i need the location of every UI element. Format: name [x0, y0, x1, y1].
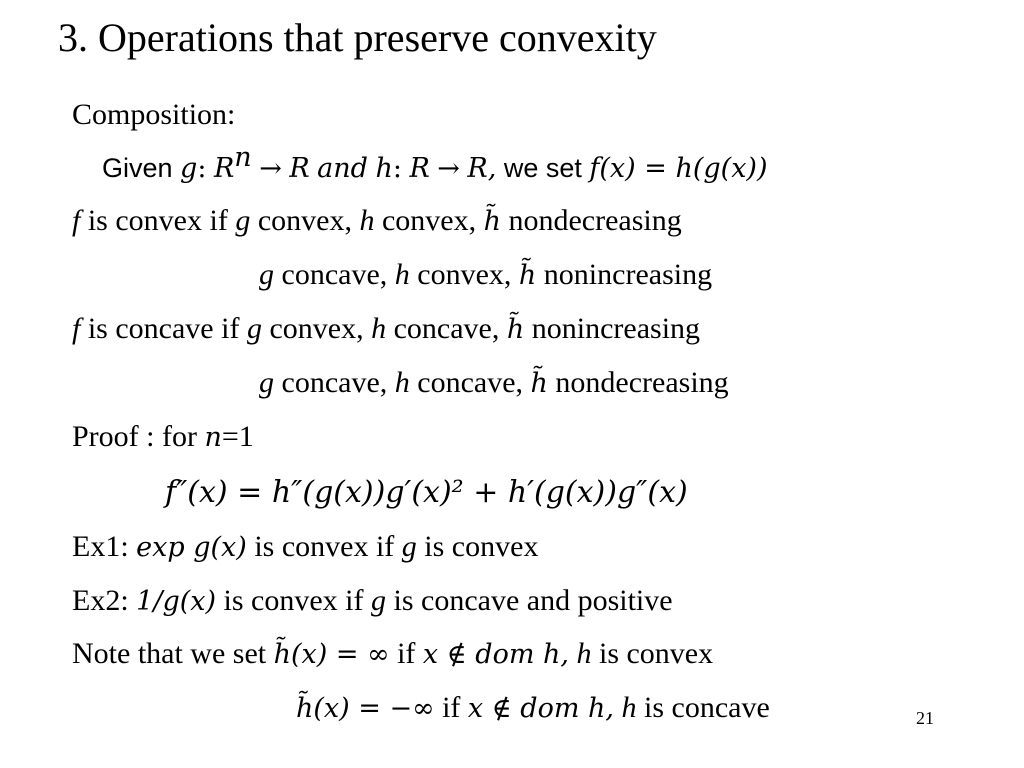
ex2-rest-b: is concave and positive — [393, 584, 673, 617]
rule-3-lead: is concave if — [87, 312, 240, 345]
example-2 — [72, 583, 673, 620]
rule-1-lead: is convex if — [87, 204, 228, 237]
rule-2-mono: nonincreasing — [543, 258, 713, 291]
rule-2 — [259, 257, 712, 294]
rule-3-h: h — [371, 312, 387, 345]
given-g: g — [180, 153, 198, 184]
note1-expr: h̃(x) = ∞ — [273, 639, 390, 670]
given-R3: R, — [467, 153, 497, 184]
rule-1-f: f — [72, 204, 81, 237]
note2-h: h — [621, 691, 637, 724]
rule-3-mono: nonincreasing — [531, 312, 701, 345]
ex1-label: Ex1: — [72, 530, 129, 563]
rule-1-gtxt: convex, — [257, 204, 352, 237]
proof-eq: =1 — [221, 420, 254, 453]
given-equation: f(x) = h(g(x)) — [589, 153, 768, 184]
ex2-rest-a: is convex if — [223, 584, 364, 617]
example-1 — [72, 529, 538, 566]
note1-if: if — [397, 637, 416, 670]
note1-lead: Note that we set — [72, 637, 267, 670]
rule-1-htilde: h̃ — [483, 206, 501, 237]
given-and: and — [317, 153, 368, 184]
rule-1-htxt: convex, — [381, 204, 477, 237]
note2-cond: x ∉ dom h, — [467, 693, 614, 724]
proof-label: Proof : for — [72, 420, 197, 453]
rule-2-h: h — [394, 258, 410, 291]
ex1-rest-b: is convex — [424, 530, 539, 563]
given-colon2: : — [392, 153, 402, 184]
slide-number: 21 — [916, 708, 934, 728]
note2-if: if — [442, 691, 461, 724]
given-n: n — [234, 142, 252, 173]
rule-2-htilde: h̃ — [518, 260, 537, 291]
ex2-g: g — [371, 584, 386, 617]
given-R1: R — [289, 153, 310, 184]
note-line-2 — [296, 690, 770, 727]
given-line — [102, 142, 768, 187]
ex1-rest-a: is convex if — [254, 530, 395, 563]
rule-3-htxt: concave, — [393, 312, 500, 345]
rule-2-htxt: convex, — [417, 258, 512, 291]
given-we-set: we set — [503, 153, 582, 183]
given-h: h — [375, 153, 393, 184]
note-line-1 — [72, 636, 713, 673]
rule-4-gtxt: concave, — [281, 366, 388, 399]
given-colon1: : — [197, 153, 207, 184]
rule-4-g: g — [259, 366, 274, 399]
given-R2: R — [409, 153, 430, 184]
rule-3-htilde: h̃ — [506, 314, 525, 345]
given-word: Given — [102, 153, 173, 183]
rule-4-htilde: h̃ — [530, 368, 548, 399]
rule-3-f: f — [72, 312, 81, 345]
given-Rn: R — [213, 153, 235, 184]
rule-4-mono: nondecreasing — [555, 366, 729, 399]
note2-tail: is concave — [644, 691, 770, 724]
rule-3-g: g — [246, 312, 262, 345]
rule-4-h: h — [394, 366, 410, 399]
proof-line — [72, 419, 254, 456]
rule-4-htxt: concave, — [417, 366, 524, 399]
given-arrow1: → — [259, 153, 282, 184]
note1-cond: x ∉ dom h, — [422, 639, 569, 670]
rule-3 — [72, 311, 700, 348]
rule-2-gtxt: concave, — [281, 258, 388, 291]
rule-1 — [72, 203, 682, 240]
rule-1-h: h — [359, 204, 375, 237]
rule-4 — [259, 365, 729, 402]
note1-h: h — [576, 637, 592, 670]
proof-formula — [165, 475, 688, 511]
given-arrow2: → — [437, 153, 460, 184]
rule-1-mono: nondecreasing — [508, 204, 682, 237]
rule-3-gtxt: convex, — [269, 312, 364, 345]
proof-n: n — [204, 422, 222, 453]
composition-label: Composition: — [72, 98, 236, 131]
ex2-label: Ex2: — [72, 584, 129, 617]
page-title: 3. Operations that preserve convexity — [58, 15, 657, 60]
ex1-expr: exp g(x) — [136, 532, 247, 563]
note1-tail: is convex — [598, 637, 714, 670]
rule-2-g: g — [259, 258, 274, 291]
rule-1-g: g — [235, 204, 251, 237]
second-derivative-formula: f″(x) = h″(g(x))g′(x)² + h′(g(x))g″(x) — [165, 475, 688, 510]
note2-expr: h̃(x) = −∞ — [296, 693, 435, 724]
ex1-g: g — [401, 530, 417, 563]
ex2-expr: 1/g(x) — [136, 586, 217, 617]
